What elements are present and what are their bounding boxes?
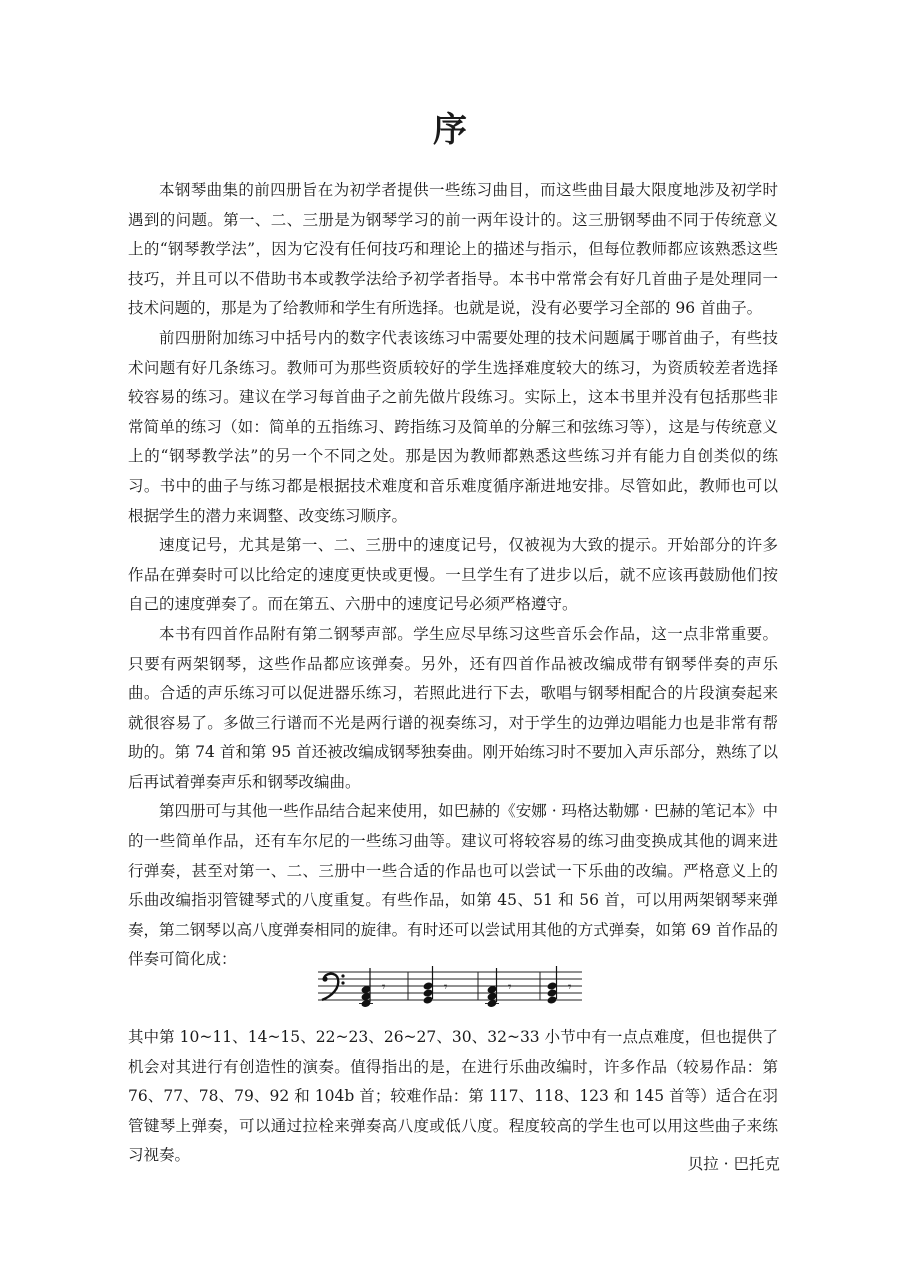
- preface-body: [128, 176, 778, 975]
- eighth-rest: 𝄾: [444, 980, 448, 995]
- eighth-rest: 𝄾: [382, 980, 386, 995]
- chord: [359, 968, 373, 1008]
- eighth-rest: 𝄾: [568, 980, 572, 995]
- paragraph-3: 速度记号，尤其是第一、二、三册中的速度记号，仅被视为大致的提示。开始部分的许多作品在弹奏时可以比给定的速度更快或更慢。一旦学生有了进步以后，就不应该再鼓励他们按自己的速度弹奏了。而在第五、六册中的速度记号必须严格遵守。: [128, 536, 778, 614]
- bass-clef-icon: [322, 974, 345, 1000]
- paragraph-2: 前四册附加练习中括号内的数字代表该练习中需要处理的技术问题属于哪首曲子，有些技术问题有好几条练习。教师可为那些资质较好的学生选择难度较大的练习，为资质较差者选择较容易的练习。建议在学习每首曲子之前先做片段练习。实际上，这本书里并没有包括那些非常简单的练习（如：简单的五指练习、跨指练习及简单的分解三和弦练习等），这是与传统意义上的“钢琴教学法”的另一个不同之处。那是因为教师都熟悉这些练习并有能力自创类似的练习。书中的曲子与练习都是根据技术难度和音乐难度循序渐进地安排。尽管如此，教师也可以根据学生的潜力来调整、改变练习顺序。: [128, 328, 778, 525]
- music-notation-example: [316, 962, 586, 1012]
- staff-lines: [318, 972, 582, 1000]
- author-signature: 贝拉 · 巴托克: [687, 1155, 780, 1173]
- paragraph-5: 第四册可与其他一些作品结合起来使用，如巴赫的《安娜 · 玛格达勒娜 · 巴赫的笔记本》中的一些简单作品，还有车尔尼的一些练习曲等。建议可将较容易的练习曲变换成其他的调来进行弹奏，甚至对第一、二、三册中一些合适的作品也可以尝试一下乐曲的改编。严格意义上的乐曲改编指羽管键琴式的八度重复。有些作品，如第 45、51 和 56 首，可以用两架钢琴来弹奏，第二钢琴以高八度弹奏相同的旋律。有时还可以尝试用其他的方式弹奏，如第 69 首作品的伴奏可简化成：: [128, 802, 778, 969]
- paragraph-6: 其中第 10~11、14~15、22~23、26~27、30、32~33 小节中有一点点难度，但也提供了机会对其进行有创造性的演奏。值得指出的是，在进行乐曲改编时，许多作品（较易作品：第 76、77、78、79、92 和 104b 首；较难作品：第 117、118、123 和 145 首等）适合在羽管键琴上弹奏，可以通过拉栓来弹奏高八度或低八度。程度较高的学生也可以用这些曲子来练习视奏。: [128, 1028, 778, 1165]
- page-title: 序: [433, 110, 467, 150]
- paragraph-1: 本钢琴曲集的前四册旨在为初学者提供一些练习曲目，而这些曲目最大限度地涉及初学时遇到的问题。第一、二、三册是为钢琴学习的前一两年设计的。这三册钢琴曲不同于传统意义上的“钢琴教学法”，因为它没有任何技巧和理论上的描述与指示，但每位教师都应该熟悉这些技巧，并且可以不借助书本或教学法给予初学者指导。本书中常常会有好几首曲子是处理同一技术问题的，那是为了给教师和学生有所选择。也就是说，没有必要学习全部的 96 首曲子。: [128, 181, 778, 318]
- eighth-rest: 𝄾: [508, 980, 512, 995]
- preface-body-continued: [128, 1023, 778, 1171]
- paragraph-4: 本书有四首作品附有第二钢琴声部。学生应尽早练习这些音乐会作品，这一点非常重要。只要有两架钢琴，这些作品都应该弹奏。另外，还有四首作品被改编成带有钢琴伴奏的声乐曲。合适的声乐练习可以促进器乐练习，若照此进行下去，歌唱与钢琴相配合的片段演奏起来就很容易了。多做三行谱而不光是两行谱的视奏练习，对于学生的边弹边唱能力也是非常有帮助的。第 74 首和第 95 首还被改编成钢琴独奏曲。刚开始练习时不要加入声乐部分，熟练了以后再试着弹奏声乐和钢琴改编曲。: [128, 624, 778, 791]
- chord: [485, 968, 499, 1008]
